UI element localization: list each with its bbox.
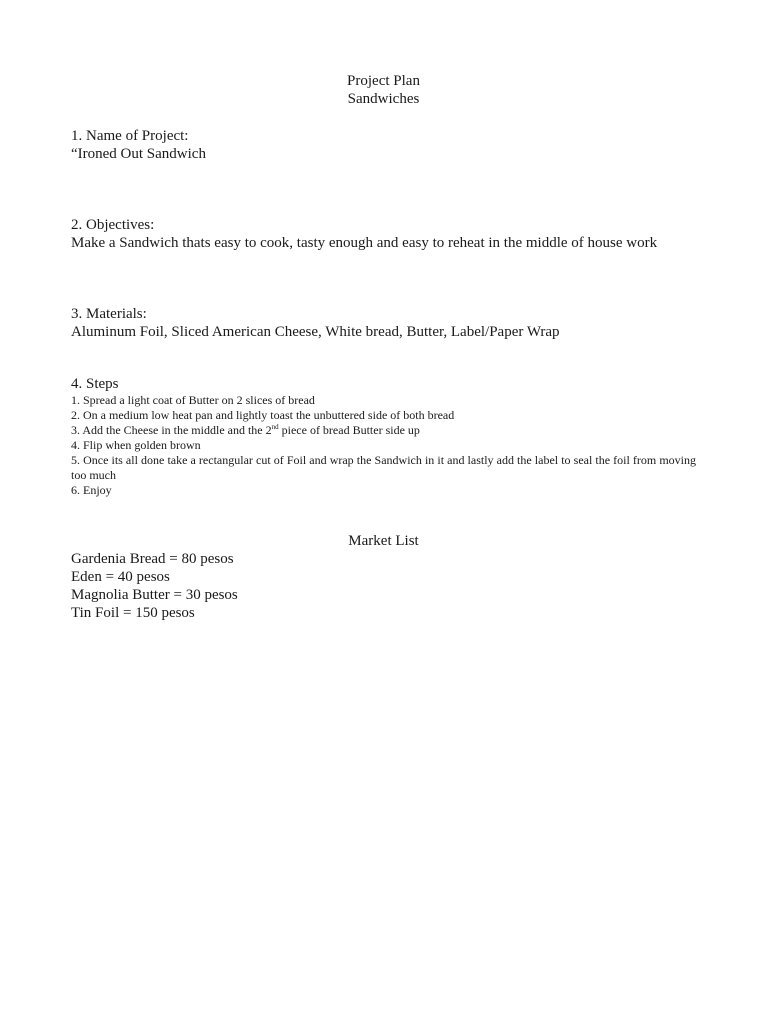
market-list: [71, 532, 696, 622]
section-heading: 2. Objectives:: [71, 217, 155, 233]
ordinal-suffix: nd: [271, 423, 279, 431]
market-list-title: Market List: [348, 533, 419, 549]
section-heading: 4. Steps: [71, 376, 119, 392]
page-subtitle: Sandwiches: [347, 91, 420, 107]
section-body: Aluminum Foil, Sliced American Cheese, White bread, Butter, Label/Paper Wrap: [71, 324, 560, 340]
page-title: Project Plan: [347, 73, 420, 89]
list-item: Tin Foil = 150 pesos: [71, 605, 195, 621]
list-item: Magnolia Butter = 30 pesos: [71, 587, 238, 603]
list-item: Gardenia Bread = 80 pesos: [71, 551, 234, 567]
list-item: 2. On a medium low heat pan and lightly toast the unbuttered side of both bread: [71, 408, 455, 422]
steps-list: [71, 393, 696, 498]
list-item: 4. Flip when golden brown: [71, 438, 201, 452]
section-heading: 3. Materials:: [71, 306, 147, 322]
step-text-rest: piece of bread Butter side up: [278, 423, 420, 437]
section-name-of-project: [71, 127, 696, 163]
list-item: [71, 423, 696, 438]
list-item: 6. Enjoy: [71, 483, 112, 497]
section-body: “Ironed Out Sandwich: [71, 146, 206, 162]
list-item: Eden = 40 pesos: [71, 569, 170, 585]
list-item: 1. Spread a light coat of Butter on 2 slices of bread: [71, 393, 315, 407]
step-text: 3. Add the Cheese in the middle and the 2: [71, 423, 272, 437]
list-item: 5. Once its all done take a rectangular cut of Foil and wrap the Sandwich in it and lastly add the label to seal the foil from moving too much: [71, 453, 696, 482]
document-content: [71, 72, 696, 622]
section-objectives: [71, 216, 696, 252]
section-materials: [71, 305, 696, 341]
section-steps: [71, 375, 696, 498]
section-body: Make a Sandwich thats easy to cook, tasty enough and easy to reheat in the middle of house work: [71, 235, 658, 251]
section-heading: 1. Name of Project:: [71, 128, 189, 144]
